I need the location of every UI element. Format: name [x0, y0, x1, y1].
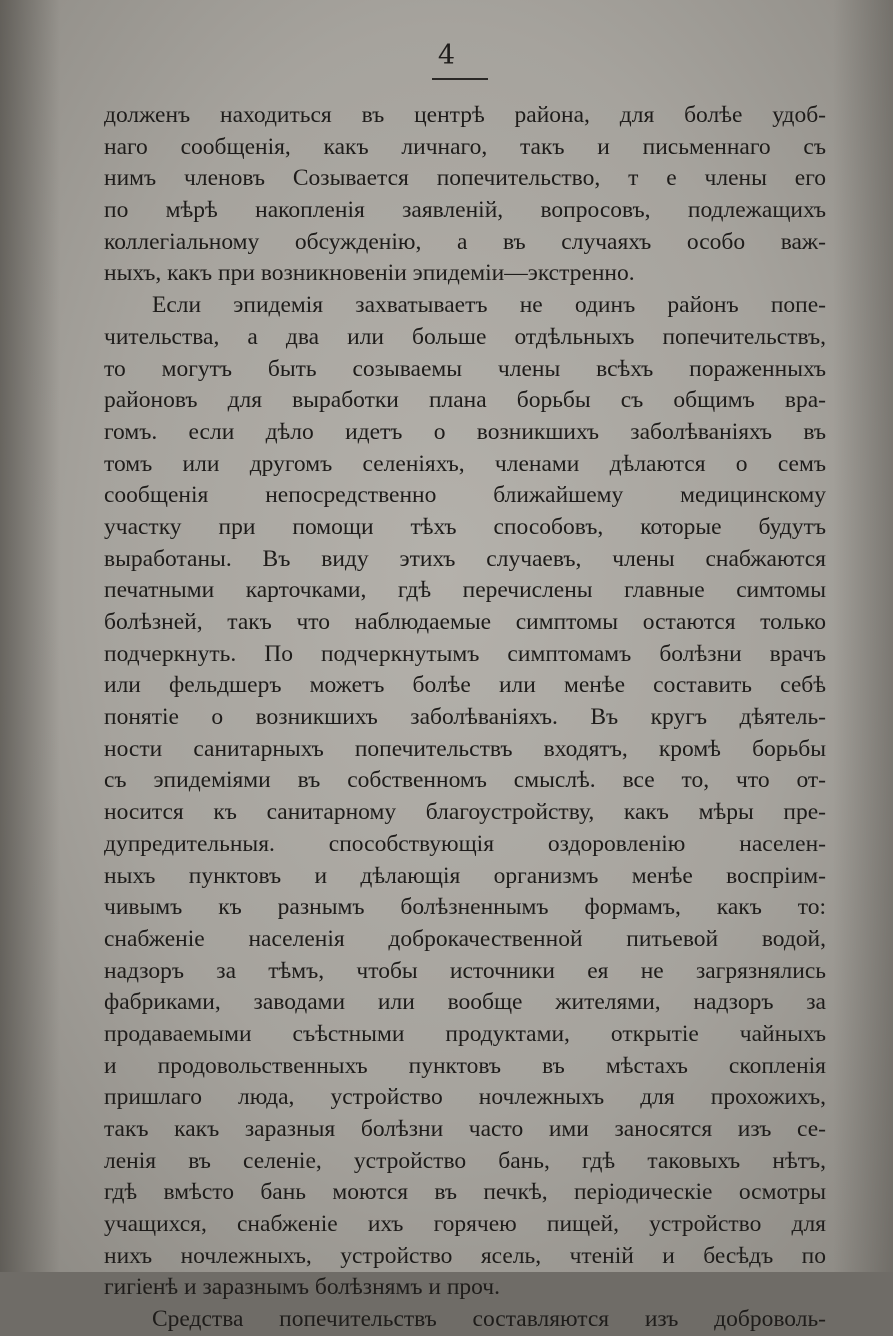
text-line: томъ или другомъ селеніяхъ, членами дѣлаются о семъ	[104, 450, 826, 477]
text-line: гигіенѣ и заразнымъ болѣзнямъ и проч.	[104, 1274, 500, 1301]
text-line: ныхъ пунктовъ и дѣлающія организмъ менѣе воспріим-	[104, 862, 826, 889]
text-line: такъ какъ заразныя болѣзни часто ими заносятся изъ се-	[104, 1116, 826, 1142]
text-line: ленія въ селеніе, устройство бань, гдѣ таковыхъ нѣтъ,	[104, 1147, 826, 1174]
paragraph	[104, 290, 826, 1304]
text-line: надзоръ за тѣмъ, чтобы источники ея не загрязнялись	[104, 957, 826, 984]
text-line: и продовольственныхъ пунктовъ въ мѣстахъ скопленія	[104, 1052, 826, 1079]
text-line: коллегіальному обсужденію, а въ случаяхъ особо важ-	[104, 228, 826, 255]
page-number-underline	[432, 78, 488, 80]
paragraph	[104, 1304, 826, 1336]
text-line: печатными карточками, гдѣ перечислены главные симтомы	[104, 577, 826, 604]
text-line: нихъ ночлежныхъ, устройство ясель, чтеній и бесѣдъ по	[104, 1242, 826, 1269]
left-page-shadow	[0, 0, 60, 1272]
text-line: гомъ. если дѣло идетъ о возникшихъ заболѣваніяхъ въ	[104, 418, 826, 445]
text-line: чительства, а два или больше отдѣльныхъ попечительствъ,	[104, 323, 826, 350]
text-line: фабриками, заводами или вообще жителями, надзоръ за	[104, 989, 826, 1016]
text-line: понятіе о возникшихъ заболѣваніяхъ. Въ кругъ дѣятель-	[104, 704, 826, 731]
body-text	[104, 100, 826, 1336]
text-line: снабженіе населенія доброкачественной питьевой водой,	[104, 925, 826, 952]
text-line: дупредительныя. способствующія оздоровленію населен-	[104, 830, 826, 857]
text-line: носится къ санитарному благоустройству, какъ мѣры пре-	[104, 799, 826, 826]
text-line: гдѣ вмѣсто бань моются въ печкѣ, періодическіе осмотры	[104, 1179, 826, 1206]
text-line: продаваемыми съѣстными продуктами, открытіе чайныхъ	[104, 1020, 826, 1047]
text-line: болѣзней, такъ что наблюдаемые симптомы остаются только	[104, 609, 826, 635]
text-line: учащихся, снабженіе ихъ горячею пищей, устройство для	[104, 1211, 826, 1238]
page-number: 4	[437, 40, 456, 71]
text-line: чивымъ къ разнымъ болѣзненнымъ формамъ, какъ то:	[104, 894, 826, 921]
text-line: ныхъ, какъ при возникновеніи эпидеміи—экстренно.	[104, 260, 635, 287]
text-line: или фельдшеръ можетъ болѣе или менѣе составить себѣ	[104, 672, 826, 699]
text-line: съ эпидеміями въ собственномъ смыслѣ. все то, что от-	[104, 767, 826, 794]
text-line: то могутъ быть созываемы члены всѣхъ пораженныхъ	[104, 355, 826, 382]
text-line: участку при помощи тѣхъ способовъ, которые будутъ	[104, 513, 826, 540]
paragraph	[104, 100, 826, 290]
text-line: районовъ для выработки плана борьбы съ общимъ вра-	[104, 387, 826, 414]
text-line: долженъ находиться въ центрѣ района, для болѣе удоб-	[104, 102, 826, 128]
text-line: Если эпидемія захватываетъ не одинъ районъ попе-	[152, 292, 826, 319]
text-line: нимъ членовъ Созывается попечительство, т е члены его	[104, 165, 826, 192]
text-line: наго сообщенія, какъ личнаго, такъ и письменнаго съ	[104, 133, 826, 160]
text-line: сообщенія непосредственно ближайшему медицинскому	[104, 482, 826, 509]
right-page-shadow	[833, 0, 893, 1272]
text-line: подчеркнуть. По подчеркнутымъ симптомамъ болѣзни врачъ	[104, 640, 826, 667]
text-line: ности санитарныхъ попечительствъ входятъ, кромѣ борьбы	[104, 735, 826, 762]
text-line: выработаны. Въ виду этихъ случаевъ, члены снабжаются	[104, 545, 826, 572]
text-line: Средства попечительствъ составляются изъ доброволь-	[152, 1306, 826, 1333]
text-line: пришлаго люда, устройство ночлежныхъ для прохожихъ,	[104, 1084, 826, 1111]
text-line: по мѣрѣ накопленія заявленій, вопросовъ, подлежащихъ	[104, 197, 826, 224]
